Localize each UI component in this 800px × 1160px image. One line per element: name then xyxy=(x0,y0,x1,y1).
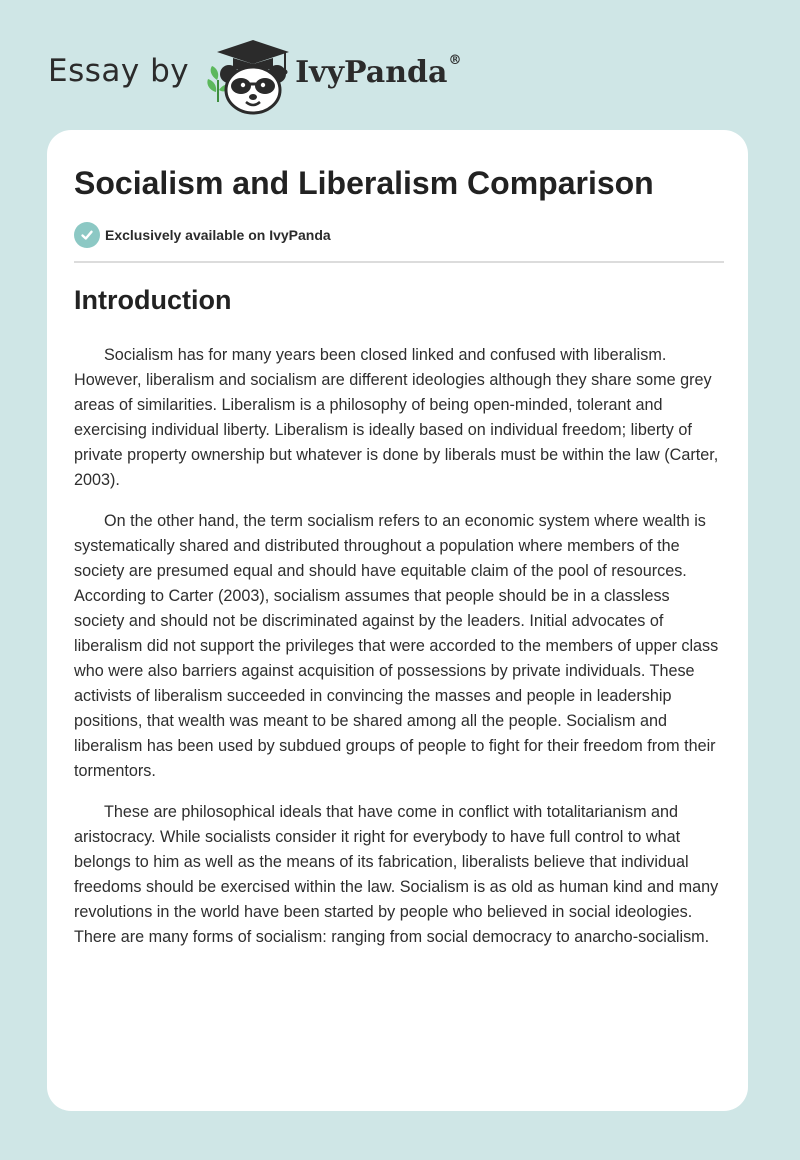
panda-mascot-icon xyxy=(203,36,303,116)
section-heading: Introduction xyxy=(74,285,232,315)
site-header xyxy=(48,36,461,116)
paragraph-1: Socialism has for many years been closed linked and confused with liberalism. However, liberalism and socialism are different ideologies although they share some grey areas of similarities. Liberalism is a philosophy of being open-minded, tolerant and exercising individual liberty. Liberalism is ideally based on individual freedom; liberty of private property ownership but whatever is done by liberals must be within the law (Carter, 2003). xyxy=(74,346,719,489)
essay-body xyxy=(74,343,724,967)
exclusive-badge-label: Exclusively available on IvyPanda xyxy=(105,227,331,243)
check-circle-icon xyxy=(74,222,100,248)
exclusive-badge xyxy=(74,222,331,248)
registered-mark: ® xyxy=(448,52,462,68)
title-divider xyxy=(74,261,724,263)
essay-title: Socialism and Liberalism Comparison xyxy=(74,165,654,201)
paragraph-3: These are philosophical ideals that have come in conflict with totalitarianism and aristocracy. While socialists consider it right for everybody to have full control to what belongs to him as well as the means of its fabrication, liberalists believe that individual freedoms should be exercised within the law. Socialism is as old as human kind and many revolutions in the world have been started by people who believed in social ideologies. There are many forms of socialism: ranging from social democracy to anarcho-socialism. xyxy=(74,803,719,946)
essay-by-label: Essay by xyxy=(48,53,190,89)
paragraph-2: On the other hand, the term socialism refers to an economic system where wealth is systematically shared and distributed throughout a population where members of the society are presumed equal and should have equitable claim of the pool of resources. According to Carter (2003), socialism assumes that people should be in a classless society and should not be discriminated against by the leaders. Initial advocates of liberalism did not support the privileges that were accorded to the members of upper class who were also barriers against acquisition of possessions by private individuals. These activists of liberalism succeeded in convincing the masses and people in leadership positions, that wealth was meant to be shared among all the people. Socialism and liberalism has been used by subdued groups of people to fight for their freedom from their tormentors. xyxy=(74,512,719,780)
essay-card xyxy=(47,130,748,1111)
panda-logo[interactable] xyxy=(203,36,303,116)
brand-name[interactable]: IvyPanda® xyxy=(295,52,462,90)
